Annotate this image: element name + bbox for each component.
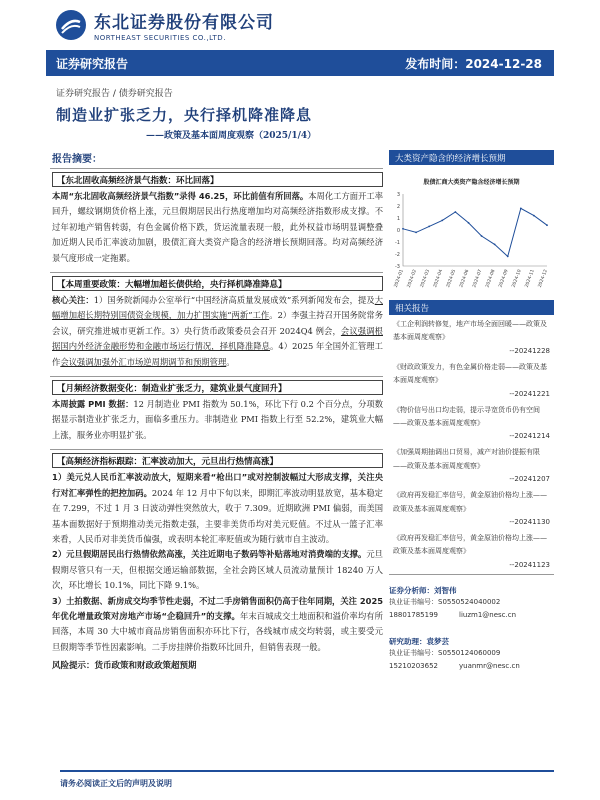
section-monthly — [50, 376, 383, 449]
series-point — [546, 224, 548, 226]
risk-warning: 风险提示：货币政策和财政政策超预期 — [52, 661, 197, 672]
related-report-date: --20241207 — [509, 475, 550, 484]
company-logo — [56, 8, 274, 42]
analyst-block — [389, 574, 554, 673]
footer-disclaimer: 请务必阅读正文后的声明及说明 — [60, 770, 554, 789]
company-name-cn: 东北证券股份有限公司 — [94, 13, 274, 33]
section-paragraph: 核心关注：1）国务院新闻办公室举行“中国经济高质量发展成效”系列新闻发布会，提及大幅增加超长期特别国债资金规模，加力扩围实施“两新”工作。2）李强主持召开国务院常务会议，研究推进城市更新工作。3）央行货币政策委员会召开 2024Q4 例会，会议强调根据国内外经济金融形势和金融市场运行情况，择机降准降息。4）2025 年全国外汇管理工作会议强调加强外汇市场逆周期调节和预期管理。 — [52, 295, 383, 367]
series-point — [402, 228, 404, 230]
related-report-date: --20241221 — [509, 389, 550, 398]
report-title: 制造业扩张乏力，央行择机降准降息 — [56, 106, 313, 124]
analyst-cert: 执业证书编号：S0550524040002 — [389, 597, 501, 606]
related-report-title[interactable]: 《政府再发稳汇率信号，黄金原油价格均上涨——政策及基本面周度观察》 — [393, 534, 547, 556]
section-paragraph: 1）美元兑人民币汇率波动放大，短期来看“枪出口”或对控制波幅过大形成支撑，关注央行对汇率弹性的把控加码。2024 年 12 月中下旬以来，即期汇率波动明显放宽，基本稳定在 7.299，不过 1 月 3 日波动弹性突然放大，收于 7.309。近期欧洲 PMI 偏弱，而美国基本面数据好于预期推动美元指数走强，主要非美货币均对美元贬值。不过从一篮子汇率来看，人民币对非美货币偏强，或表明本轮汇率贬值或为随行就市自主波动。 2）元旦假期居民出行热情依然高涨，关注近期电子数码等补贴落地对消费端的支撑。元旦假期尽管只有一天，但根据交通运输部数据，全社会跨区域人员流动量预计 18240 万人次，环比增长 10.1%，同比下降 9.1%。 3）土拍数据、新房成交均季节性走弱，不过二手房销售面积仍高于往年同期，关注 2025 年优化增量政策对房地产市场“企稳回升”的支撑。年末百城成交土地面积和溢价率均有所回落，本周 30 大中城市商品房销售面积亦环比下行，各线城市成交均转弱，或主要受元旦假期等季节性因素影响。二手房挂牌价指数环比回升，但销售表现一般。 — [52, 472, 383, 652]
y-tick-label: -3 — [395, 264, 400, 270]
related-header: 相关报告 — [389, 300, 554, 315]
breadcrumb: 证券研究报告 / 债券研究报告 — [56, 89, 173, 99]
researcher-contact: 15210203652 yuanmr@nesc.cn — [389, 661, 520, 670]
series-point — [494, 244, 496, 246]
analyst-contact: 18801785199 liuzm1@nesc.cn — [389, 610, 517, 619]
x-tick-label: 2024-02 — [406, 268, 418, 289]
chart-plot — [389, 186, 554, 290]
y-tick-label: 0 — [396, 228, 400, 234]
analyst-name: 证券分析师：刘智伟 — [389, 585, 457, 595]
report-type: 证券研究报告 — [56, 56, 129, 71]
section-heading: 【月频经济数据变化：制造业扩张乏力，建筑业景气度回升】 — [52, 380, 383, 395]
related-report-title[interactable]: 《加强周期抽调出口贸易，减产对油价提振有限——政策及基本面周度观察》 — [393, 448, 540, 470]
logo-emblem-icon — [56, 10, 86, 40]
series-point — [415, 232, 417, 234]
section-heading: 【东北固收高频经济景气指数：环比回落】 — [52, 172, 383, 187]
header-banner — [46, 50, 554, 76]
x-tick-label: 2024-11 — [524, 268, 536, 289]
growth-expectation-chart — [389, 177, 554, 291]
section-paragraph: 本周“东北固收高频经济景气指数”录得 46.25，环比前值有所回落。本周化工方面开工率回升，螺纹钢期货价格上涨，元旦假期居民出行热度增加均对高频经济指数形成支撑。不过年初地产销售转弱，有色金属价格下跌，货运流量表现一般，此外权益市场明显调整叠加近期人民币汇率波动加剧，股债汇商大类资产隐含的经济增长预期回落。均对高频经济景气度形成一定拖累。 — [52, 191, 383, 263]
y-tick-label: 2 — [396, 204, 400, 210]
y-tick-label: 1 — [396, 216, 400, 222]
summary-column — [50, 150, 383, 671]
series-point — [481, 235, 483, 237]
x-tick-label: 2024-08 — [485, 268, 497, 289]
related-report-date: --20241123 — [509, 560, 550, 569]
related-report-title[interactable]: 《政府再发稳汇率信号，黄金原油价格均上涨——政策及基本面周度观察》 — [393, 491, 547, 513]
chart-title: 股债汇商大类资产隐含经济增长预期 — [423, 179, 520, 186]
x-tick-label: 2024-09 — [498, 268, 510, 289]
related-report-title[interactable]: 《工企利润转修复，地产市场全面回暖——政策及基本面周度观察》 — [393, 320, 547, 342]
section-high-frequency — [50, 449, 383, 655]
series-point — [441, 220, 443, 222]
x-tick-label: 2024-04 — [433, 268, 445, 289]
series-point — [533, 215, 535, 217]
related-list — [389, 318, 554, 572]
company-name-en: NORTHEAST SECURITIES CO.,LTD. — [94, 34, 226, 42]
section-paragraph: 本周披露 PMI 数据：12 月制造业 PMI 指数为 50.1%，环比下行 0.2 个百分点，分项数据显示制造业扩张乏力，面临多重压力。非制造业 PMI 指数上行至 52.2%，建筑业大幅上涨，服务业亦明显扩张。 — [52, 399, 383, 440]
section-heading: 【高频经济指标跟踪：汇率波动加大，元旦出行热情高涨】 — [52, 453, 383, 468]
researcher-name: 研究助理：袁梦芸 — [389, 636, 449, 646]
y-tick-label: -1 — [395, 240, 400, 246]
series-point — [428, 226, 430, 228]
section-index — [50, 168, 383, 272]
x-tick-label: 2024-01 — [393, 268, 405, 289]
related-report-date: --20241214 — [509, 432, 550, 441]
series-point — [520, 208, 522, 210]
related-report-title[interactable]: 《财政政策发力，有色金属价格走弱——政策及基本面周度观察》 — [393, 362, 547, 385]
researcher-cert: 执业证书编号：S0550124060009 — [389, 648, 501, 657]
series-point — [468, 222, 470, 224]
related-report-title[interactable]: 《物价信号出口均走弱，提示寻宽货币仍有空间——政策及基本面周度观察》 — [393, 405, 540, 428]
chart-header: 大类资产隐含的经济增长预期 — [389, 150, 554, 165]
x-tick-label: 2024-07 — [472, 268, 484, 289]
x-tick-label: 2024-06 — [459, 268, 471, 289]
related-report-date: --20241130 — [509, 518, 550, 527]
summary-heading: 报告摘要： — [52, 154, 102, 165]
x-tick-label: 2024-03 — [419, 268, 432, 289]
x-tick-label: 2024-12 — [537, 268, 549, 289]
y-tick-label: -2 — [395, 252, 400, 258]
section-policy — [50, 272, 383, 376]
report-subtitle: ——政策及基本面周度观察（2025/1/4） — [146, 131, 317, 141]
series-point — [507, 256, 509, 258]
x-tick-label: 2024-05 — [446, 268, 458, 289]
related-report-date: --20241228 — [509, 346, 550, 355]
series-point — [454, 211, 456, 213]
sidebar — [389, 150, 554, 673]
y-tick-label: 3 — [396, 192, 400, 198]
series-line — [403, 208, 547, 256]
section-heading: 【本周重要政策：大幅增加超长债供给，央行择机降准降息】 — [52, 276, 383, 291]
publish-date: 发布时间：2024-12-28 — [405, 56, 542, 71]
x-tick-label: 2024-10 — [511, 268, 523, 289]
